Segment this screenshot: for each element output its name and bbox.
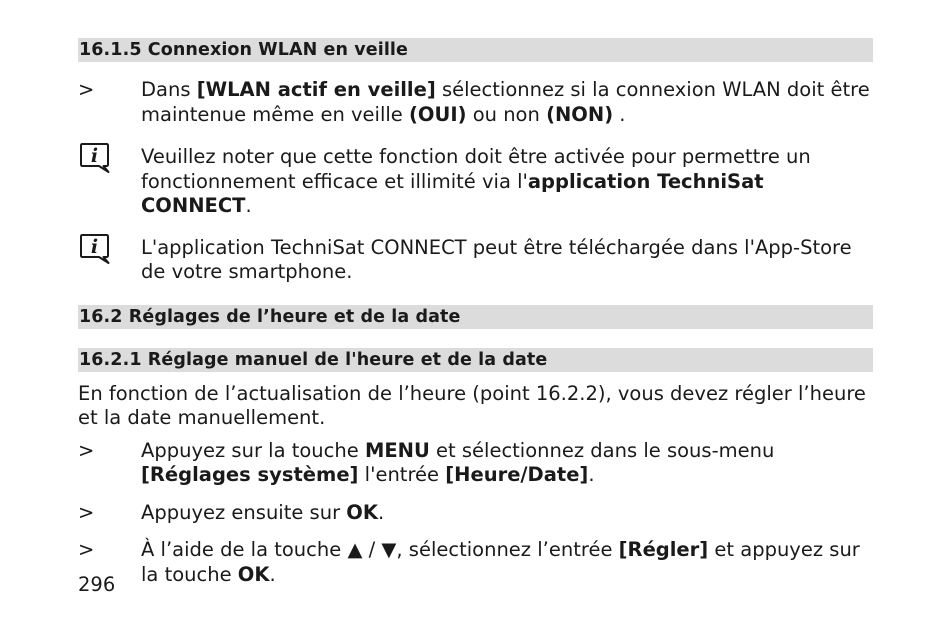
step-text: et appuyez sur la touche bbox=[141, 538, 860, 586]
info-note bbox=[78, 145, 873, 219]
step-marker: > bbox=[78, 538, 95, 561]
step-text: Appuyez sur la touche bbox=[141, 438, 365, 462]
menu-option-wlan-standby: [WLAN actif en veille] bbox=[196, 78, 436, 101]
svg-text:i: i bbox=[90, 235, 99, 258]
step-text: . bbox=[377, 500, 385, 524]
info-icon bbox=[78, 141, 112, 175]
step-text: l'entrée bbox=[358, 463, 446, 486]
step-marker: > bbox=[78, 438, 95, 462]
step-text: ou non bbox=[466, 102, 547, 126]
key-ok: OK bbox=[346, 500, 378, 524]
menu-option-time-date: [Heure/Date] bbox=[445, 463, 589, 486]
info-icon bbox=[78, 232, 112, 266]
step-text: . bbox=[269, 562, 276, 586]
step-text: Appuyez ensuite sur bbox=[141, 500, 347, 524]
menu-option-set: [Régler] bbox=[618, 538, 709, 561]
page-number: 296 bbox=[78, 573, 116, 596]
step-marker: > bbox=[78, 78, 95, 101]
step-text: sélectionnez si la connexion WLAN doit être maintenue même en veille bbox=[141, 78, 870, 126]
step-text: À l’aide de la touche ▲ / ▼, sélectionnez l’entrée bbox=[141, 538, 619, 561]
option-yes: (OUI) bbox=[409, 102, 467, 126]
note-text: L'application TechniSat CONNECT peut être téléchargée dans l'App-Store de votre smartphone. bbox=[141, 235, 852, 283]
note-text: . bbox=[245, 194, 252, 217]
key-ok: OK bbox=[237, 562, 270, 586]
section-heading-16-2-1: 16.2.1 Réglage manuel de l'heure et de la date bbox=[78, 348, 873, 372]
intro-paragraph: En fonction de l’actualisation de l’heure (point 16.2.2), vous devez régler l’heure et la date manuellement. bbox=[78, 381, 866, 429]
note-text: Veuillez noter que cette fonction doit être activée pour permettre un fonctionnement efficace et illimité via l' bbox=[141, 145, 811, 193]
step-text: et sélectionnez dans le sous-menu bbox=[429, 438, 775, 462]
step-text: Dans bbox=[141, 78, 197, 101]
menu-option-system-settings: [Réglages système] bbox=[141, 463, 359, 486]
page-content bbox=[78, 38, 873, 587]
instruction-step bbox=[78, 501, 873, 526]
step-text: . bbox=[588, 463, 595, 486]
key-menu: MENU bbox=[364, 438, 430, 462]
step-marker: > bbox=[78, 500, 95, 524]
step-text: . bbox=[613, 102, 626, 126]
svg-text:i: i bbox=[90, 145, 99, 167]
option-no: (NON) bbox=[546, 102, 614, 126]
section-heading-16-1-5: 16.1.5 Connexion WLAN en veille bbox=[78, 38, 873, 62]
section-heading-16-2: 16.2 Réglages de l’heure et de la date bbox=[78, 305, 873, 329]
instruction-step bbox=[78, 538, 873, 587]
info-note bbox=[78, 236, 873, 285]
instruction-step bbox=[78, 78, 873, 127]
instruction-step bbox=[78, 439, 873, 488]
app-name: application TechniSat CONNECT bbox=[141, 169, 764, 217]
